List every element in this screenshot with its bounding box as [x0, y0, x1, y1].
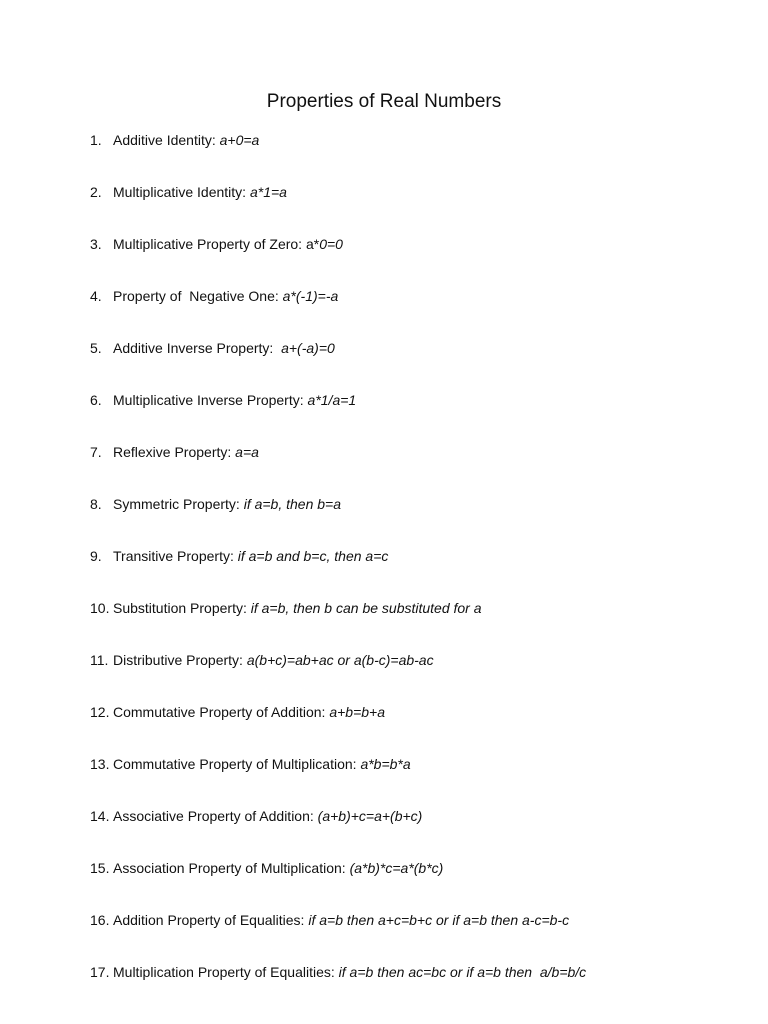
item-number: 11.: [90, 652, 109, 668]
item-formula: a+0=a: [219, 132, 260, 148]
item-label: Substitution Property:: [113, 600, 251, 616]
item-label: Multiplicative Property of Zero: a*: [113, 236, 320, 252]
item-label: Transitive Property:: [113, 548, 238, 564]
item-formula: a=a: [235, 444, 259, 460]
item-label: Commutative Property of Multiplication:: [113, 756, 361, 772]
item-formula: a+b=b+a: [329, 704, 385, 720]
list-item: [90, 235, 343, 253]
list-item: [90, 183, 287, 201]
list-item: [90, 339, 335, 357]
item-formula: a*(-1)=-a: [282, 288, 339, 304]
list-item: [90, 963, 586, 981]
list-item: [90, 443, 259, 461]
list-item: [90, 391, 356, 409]
item-formula: a+(-a)=0: [281, 340, 335, 356]
item-label: Additive Identity:: [113, 132, 220, 148]
item-formula: (a*b)*c=a*(b*c): [349, 860, 444, 876]
item-formula: a*1/a=1: [307, 392, 357, 408]
item-number: 4.: [90, 288, 102, 304]
item-label: Multiplicative Inverse Property:: [113, 392, 308, 408]
list-item: [90, 807, 422, 825]
list-item: [90, 859, 443, 877]
item-formula: (a+b)+c=a+(b+c): [317, 808, 423, 824]
item-number: 12.: [90, 704, 110, 720]
item-formula: if a=b, then b=a: [243, 496, 342, 512]
list-item: [90, 287, 338, 305]
item-label: Reflexive Property:: [113, 444, 236, 460]
item-label: Association Property of Multiplication:: [113, 860, 350, 876]
item-number: 8.: [90, 496, 102, 512]
item-label: Distributive Property:: [113, 652, 247, 668]
item-label: Multiplication Property of Equalities:: [113, 964, 339, 980]
item-number: 17.: [90, 964, 110, 980]
list-item: [90, 599, 482, 617]
item-label: Property of Negative One:: [113, 288, 283, 304]
item-label: Commutative Property of Addition:: [113, 704, 330, 720]
item-number: 5.: [90, 340, 102, 356]
item-formula: a*b=b*a: [360, 756, 411, 772]
item-formula: a*1=a: [249, 184, 287, 200]
list-item: [90, 131, 259, 149]
item-number: 9.: [90, 548, 102, 564]
item-number: 15.: [90, 860, 110, 876]
list-item: [90, 703, 385, 721]
item-label: Symmetric Property:: [113, 496, 244, 512]
item-number: 2.: [90, 184, 102, 200]
item-number: 14.: [90, 808, 110, 824]
list-item: [90, 495, 341, 513]
item-formula: if a=b then a+c=b+c or if a=b then a-c=b-c: [308, 912, 570, 928]
item-number: 7.: [90, 444, 102, 460]
list-item: [90, 911, 569, 929]
list-item: [90, 651, 434, 669]
list-item: [90, 755, 411, 773]
item-number: 10.: [90, 600, 110, 616]
item-number: 1.: [90, 132, 102, 148]
item-number: 3.: [90, 236, 102, 252]
item-formula: if a=b and b=c, then a=c: [237, 548, 389, 564]
item-label: Associative Property of Addition:: [113, 808, 318, 824]
item-number: 6.: [90, 392, 102, 408]
item-formula: if a=b then ac=bc or if a=b then a/b=b/c: [338, 964, 587, 980]
item-number: 16.: [90, 912, 110, 928]
item-label: Multiplicative Identity:: [113, 184, 250, 200]
item-label: Addition Property of Equalities:: [113, 912, 309, 928]
item-number: 13.: [90, 756, 110, 772]
item-formula: a(b+c)=ab+ac or a(b-c)=ab-ac: [246, 652, 434, 668]
list-item: [90, 547, 388, 565]
item-formula: if a=b, then b can be substituted for a: [250, 600, 482, 616]
item-label: Additive Inverse Property:: [113, 340, 282, 356]
page-title: Properties of Real Numbers: [266, 91, 502, 112]
item-formula: 0=0: [319, 236, 343, 252]
